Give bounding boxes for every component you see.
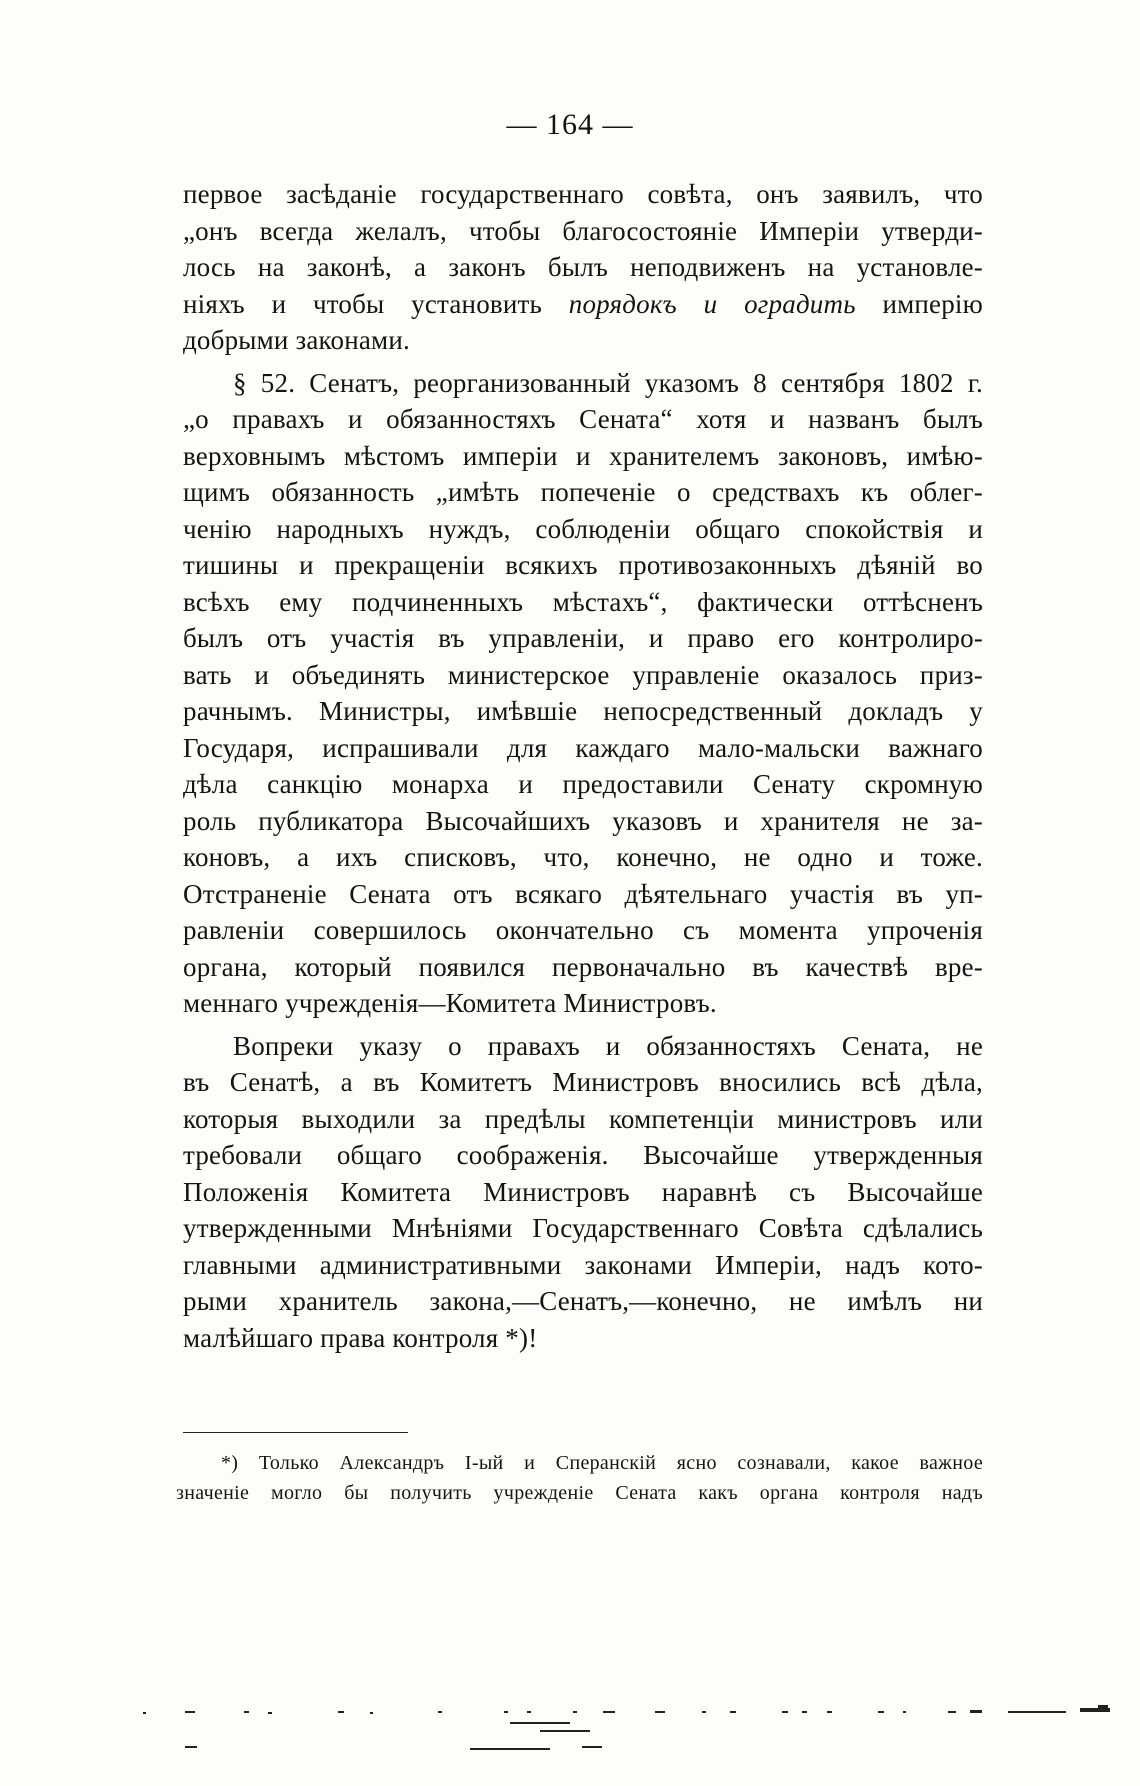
text-line: рачнымъ. Министры, имѣвшіе непосредственный докладъ у [183, 696, 983, 726]
text-segment: имперію [882, 288, 983, 319]
text-line: органа, который появился первоначально въ качествѣ вре- [183, 951, 983, 982]
text-line: рыми хранитель закона,—Сенатъ,—конечно, не имѣлъ ни [183, 1286, 983, 1316]
page-number: — 164 — [506, 108, 634, 141]
text-line: малѣйшаго права контроля *)! [183, 1322, 538, 1353]
scan-edge-artifacts [0, 1680, 1140, 1786]
footnote-line: *) Только Александръ I-ый и Сперанскій ясно сознавали, какое важное [221, 1452, 983, 1474]
text-line: роль публикатора Высочайшихъ указовъ и хранителя не за- [183, 805, 983, 836]
body-text [183, 176, 983, 1356]
text-line: первое засѣданіе государственнаго совѣта, онъ заявилъ, что [183, 179, 983, 209]
text-line: меннаго учрежденія—Комитета Министровъ. [183, 988, 717, 1018]
paragraph-start-line: Вопреки указу о правахъ и обязанностяхъ Сената, не [233, 1030, 983, 1061]
text-line: лось на законѣ, а законъ былъ неподвиженъ на установле- [183, 252, 983, 282]
text-line: былъ отъ участія въ управленіи, и право его контролиро- [183, 623, 983, 653]
text-line: въ Сенатѣ, а въ Комитетъ Министровъ вносились всѣ дѣла, [183, 1067, 983, 1097]
text-line: тишины и прекращеніи всякихъ противозаконныхъ дѣяній во [183, 550, 983, 580]
text-line: Положенія Комитета Министровъ наравнѣ съ Высочайше [183, 1176, 983, 1207]
text-line: „онъ всегда желалъ, чтобы благосостояніе Имперіи утверди- [183, 215, 983, 246]
text-line: утвержденными Мнѣніями Государственнаго Совѣта сдѣлались [183, 1213, 983, 1243]
text-line: „о правахъ и обязанностяхъ Сената“ хотя и названъ былъ [183, 404, 983, 434]
footnote-divider [183, 1432, 408, 1433]
text-line: главными административными законами Имперіи, надъ кото- [183, 1249, 983, 1280]
text-line: вать и объединять министерское управленіе оказалось приз- [183, 659, 983, 690]
footnote [176, 1448, 983, 1508]
text-line: добрыми законами. [183, 325, 410, 355]
text-line: ченію народныхъ нуждъ, соблюденіи общаго спокойствія и [183, 513, 983, 544]
text-line: дѣла санкцію монарха и предоставили Сенату скромную [183, 769, 983, 799]
section-52-heading-line: § 52. Сенатъ, реорганизованный указомъ 8 сентября 1802 г. [233, 367, 983, 398]
text-line: щимъ обязанность „имѣть попеченіе о средствахъ къ облег- [183, 477, 983, 507]
text-line-mixed [183, 286, 983, 323]
footnote-line: значеніе могло бы получить учрежденіе Сената какъ органа контроля надъ [176, 1482, 983, 1504]
text-line: которыя выходили за предѣлы компетенціи министровъ или [183, 1103, 983, 1134]
text-line: Отстраненіе Сената отъ всякаго дѣятельнаго участія въ уп- [183, 878, 983, 909]
text-line: Государя, испрашивали для каждаго мало-мальски важнаго [183, 732, 983, 763]
text-line: коновъ, а ихъ списковъ, что, конечно, не одно и тоже. [183, 842, 983, 872]
text-segment: ніяхъ и чтобы установить [183, 288, 543, 319]
text-line: равленіи совершилось окончательно съ момента упроченія [183, 915, 983, 945]
text-line: всѣхъ ему подчиненныхъ мѣстахъ“, фактически оттѣсненъ [183, 586, 983, 617]
text-line: требовали общаго соображенія. Высочайше утвержденныя [183, 1140, 983, 1170]
text-line: верховнымъ мѣстомъ имперіи и хранителемъ законовъ, имѣю- [183, 440, 983, 471]
italic-emphasis: порядокъ и оградить [568, 288, 856, 319]
